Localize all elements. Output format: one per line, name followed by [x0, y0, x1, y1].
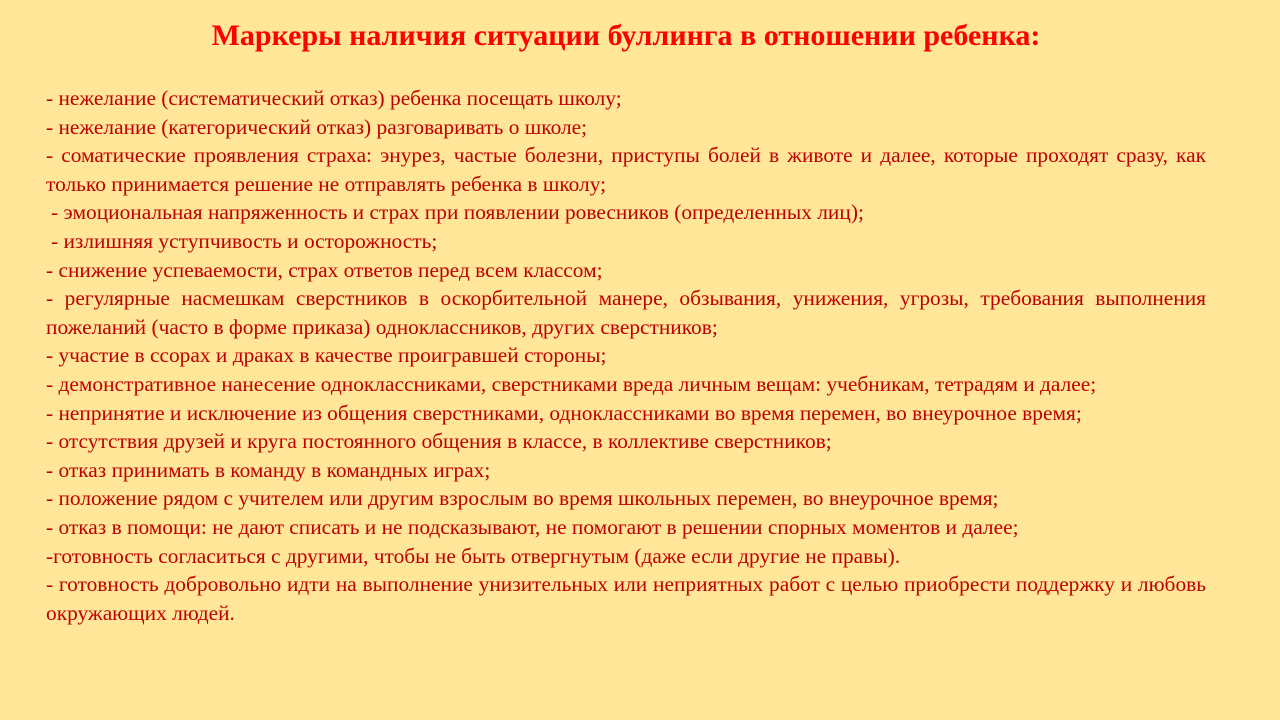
list-item: - регулярные насмешкам сверстников в оскорбительной манере, обзывания, унижения, угрозы, требования выполнения пожеланий (часто в форме приказа) одноклассников, других сверстников; — [46, 286, 1206, 339]
list-item: -готовность согласиться с другими, чтобы не быть отвергнутым (даже если другие не правы). — [46, 543, 901, 568]
list-item: - нежелание (систематический отказ) ребенка посещать школу; — [46, 86, 622, 110]
bullying-markers-list — [46, 84, 1206, 627]
list-item: - соматические проявления страха: энурез, частые болезни, приступы болей в животе и далее, которые проходят сразу, как только принимается решение не отправлять ребенка в школу; — [46, 143, 1206, 196]
list-item: - положение рядом с учителем или другим взрослым во время школьных перемен, во внеурочное время; — [46, 486, 999, 511]
list-item: - отказ в помощи: не дают списать и не подсказывают, не помогают в решении спорных моментов и далее; — [46, 514, 1019, 539]
list-item: - участие в ссорах и драках в качестве проигравшей стороны; — [46, 343, 607, 368]
list-item: - нежелание (категорический отказ) разговаривать о школе; — [46, 114, 588, 139]
list-item: - отказ принимать в команду в командных играх; — [46, 457, 491, 482]
list-item: - демонстративное нанесение одноклассниками, сверстниками вреда личным вещам: учебникам, тетрадям и далее; — [46, 371, 1097, 396]
slide-title: Маркеры наличия ситуации буллинга в отношении ребенка: — [211, 19, 1041, 52]
list-item: - излишняя уступчивость и осторожность; — [51, 228, 438, 253]
list-item: - эмоциональная напряженность и страх при появлении ровесников (определенных лиц); — [51, 200, 864, 225]
list-item: - снижение успеваемости, страх ответов перед всем классом; — [46, 257, 603, 282]
list-item: - непринятие и исключение из общения сверстниками, одноклассниками во время перемен, во внеурочное время; — [46, 400, 1082, 425]
list-item: - готовность добровольно идти на выполнение унизительных или неприятных работ с целью приобрести поддержку и любовь окружающих людей. — [46, 572, 1206, 625]
list-item: - отсутствия друзей и круга постоянного общения в классе, в коллективе сверстников; — [46, 429, 832, 454]
